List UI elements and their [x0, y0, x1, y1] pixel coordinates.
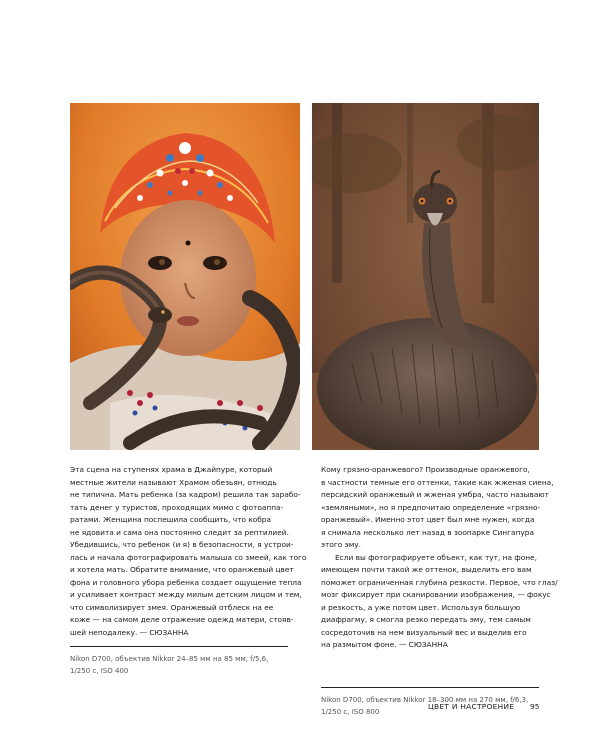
text-line: ратами. Женщина поспешила сообщить, что кобра	[70, 515, 272, 524]
text-line: шей неподалеку. — СЮЗАННА	[70, 627, 189, 637]
text-line: не типична. Мать ребенка (за кадром) решила так зарабо-	[70, 490, 301, 499]
text-line: этого эму.	[321, 540, 361, 549]
text-line: тать денег у туристов, проходящих мимо с фотоаппа-	[70, 502, 284, 512]
page-number: 95	[530, 702, 540, 711]
caption-line: 1/250 с, ISO 400	[70, 667, 129, 675]
text-line: в частности темные его оттенки, такие как жженая сиена,	[321, 477, 554, 487]
caption-line: Nikon D700, объектив Nikkor 18–300 мм на 270 мм, f/6,3,	[321, 695, 529, 704]
right-paragraph-1	[321, 464, 554, 552]
text-line: я снимала несколько лет назад в зоопарке Сингапура	[321, 527, 534, 537]
text-line: местные жители называют Храмом обезьян, отнюдь	[70, 477, 277, 487]
right-paragraph-2	[321, 552, 558, 652]
text-line: и резкость, а уже потом цвет. Используя большую	[321, 602, 521, 612]
text-line: поможет ограниченная глубина резкости. Первое, что глаз/	[321, 577, 558, 587]
caption-line: Nikon D700, объектив Nikkor 24–85 мм на 85 мм, f/5,6,	[70, 655, 269, 663]
caption-divider	[321, 687, 539, 688]
child-snake-image	[70, 103, 300, 450]
left-photo-caption	[70, 653, 300, 677]
text-line: не ядовита и сама она постоянно следит за рептилией.	[70, 527, 289, 537]
text-line: имеющем почти такой же оттенок, выделить его вам	[321, 565, 532, 574]
text-line: диафрагму, я смогла резко передать эму, тем самым	[321, 615, 531, 624]
text-line: что символизирует змея. Оранжевый отблеск на ее	[70, 602, 274, 612]
caption-divider	[70, 646, 288, 647]
text-line: Кому грязно-оранжевого? Производные оранжевого,	[321, 465, 530, 474]
text-line: «земляными», но я предпочитаю определение «грязно-	[321, 502, 541, 512]
photo-emu	[312, 103, 539, 450]
text-line: и усиливает контраст между милым детским лицом и тем,	[70, 590, 302, 599]
left-paragraph	[70, 464, 307, 639]
text-line: на размытом фоне. — СЮЗАННА	[321, 640, 448, 649]
text-line: мозг фиксирует при сканировании изображения, — фокус	[321, 590, 551, 599]
text-line: Убедившись, что ребенок (и я) в безопасности, я устрои-	[70, 540, 294, 549]
emu-image	[312, 103, 539, 450]
caption-line: 1/250 с, ISO 800	[321, 707, 380, 716]
text-line: Если вы фотографируете объект, как тут, на фоне,	[335, 552, 537, 562]
right-text-column	[321, 464, 558, 718]
text-line: персидский оранжевый и жженая умбра, часто называют	[321, 490, 549, 499]
left-text-column	[70, 464, 307, 677]
text-line: лась и начала фотографировать малыша со змеей, как того	[70, 552, 307, 562]
running-footer-section-title: ЦВЕТ И НАСТРОЕНИЕ	[428, 702, 515, 711]
text-line: оранжевый». Именно этот цвет был мне нужен, когда	[321, 515, 535, 524]
photo-child-with-snake	[70, 103, 300, 450]
text-line: коже — на самом деле отражение одежд матери, стояв-	[70, 615, 294, 624]
text-line: фона и головного убора ребенка создает ощущение тепла	[70, 577, 302, 587]
text-line: сосредоточив на нем визуальный вес и выделив его	[321, 627, 527, 637]
text-line: и хотела мать. Обратите внимание, что оранжевый цвет	[70, 565, 294, 574]
text-line: Эта сцена на ступенях храма в Джайпуре, который	[70, 465, 273, 474]
